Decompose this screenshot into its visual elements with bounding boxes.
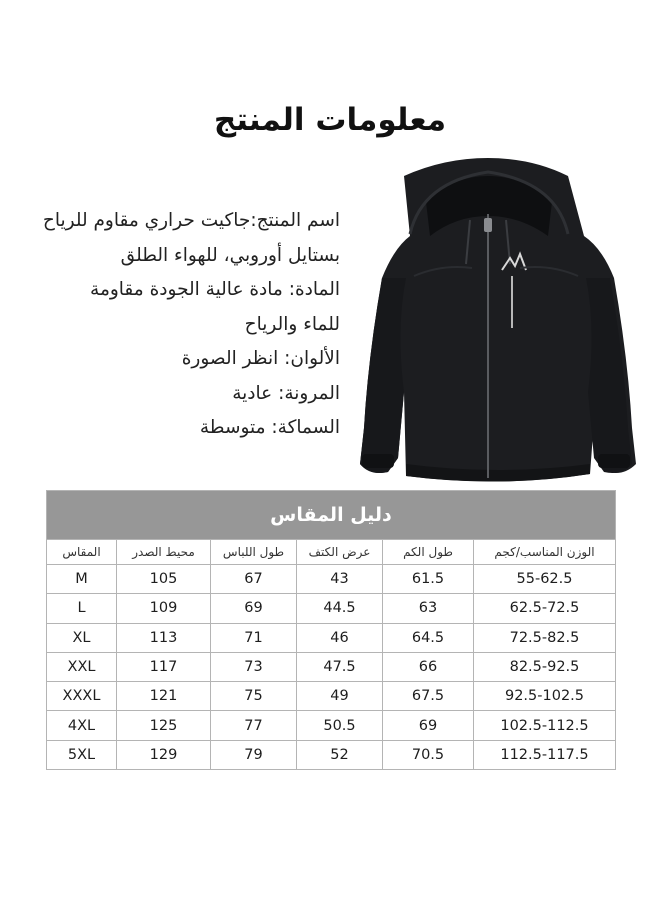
table-cell: 69 [382, 711, 473, 739]
size-chart [46, 490, 616, 770]
info-line: اسم المنتج:جاكيت حراري مقاوم للرياح [42, 210, 340, 231]
table-cell: 102.5-112.5 [473, 711, 615, 739]
table-cell: 79 [210, 741, 296, 769]
table-cell: 129 [116, 741, 210, 769]
table-cell: 112.5-117.5 [473, 741, 615, 769]
table-cell: 71 [210, 624, 296, 652]
table-cell: 4XL [67, 717, 96, 734]
table-cell: 105 [116, 565, 210, 593]
table-cell: 66 [382, 653, 473, 681]
table-cell: L [77, 600, 86, 617]
table-cell: 125 [116, 711, 210, 739]
table-cell: 46 [296, 624, 382, 652]
table-cell: 67.5 [382, 682, 473, 710]
jacket-image [352, 158, 640, 484]
table-cell: 47.5 [296, 653, 382, 681]
table-cell: 61.5 [382, 565, 473, 593]
table-cell: 77 [210, 711, 296, 739]
table-cell: 73 [210, 653, 296, 681]
table-cell: 92.5-102.5 [473, 682, 615, 710]
page-title: معلومات المنتج [213, 102, 447, 138]
table-row [47, 653, 615, 682]
table-cell: 67 [210, 565, 296, 593]
table-cell: 64.5 [382, 624, 473, 652]
table-cell: 55-62.5 [473, 565, 615, 593]
table-cell: 117 [116, 653, 210, 681]
table-row [47, 711, 615, 740]
header-cell: المقاس [62, 545, 101, 559]
info-line: للماء والرياح [244, 313, 340, 335]
table-cell: 5XL [67, 746, 96, 763]
table-row [47, 565, 615, 594]
table-cell: 49 [296, 682, 382, 710]
product-info [16, 204, 340, 446]
table-cell: M [75, 571, 88, 588]
table-cell: 70.5 [382, 741, 473, 769]
table-row [47, 741, 615, 769]
table-cell: 82.5-92.5 [473, 653, 615, 681]
info-line: الألوان: انظر الصورة [181, 348, 340, 369]
info-line: السماكة: متوسطة [199, 417, 340, 438]
header-cell: طول اللباس [210, 540, 296, 564]
header-row [47, 540, 615, 565]
header-cell: عرض الكتف [296, 540, 382, 564]
table-cell: 62.5-72.5 [473, 594, 615, 622]
table-cell: 72.5-82.5 [473, 624, 615, 652]
table-cell: 50.5 [296, 711, 382, 739]
table-cell: 113 [116, 624, 210, 652]
table-cell: 52 [296, 741, 382, 769]
table-cell: XXL [67, 659, 96, 676]
table-row [47, 682, 615, 711]
table-cell: 43 [296, 565, 382, 593]
table-cell: 44.5 [296, 594, 382, 622]
size-chart-title: دليل المقاس [47, 491, 615, 540]
table-cell: 63 [382, 594, 473, 622]
info-line: المرونة: عادية [232, 382, 340, 404]
table-row [47, 594, 615, 623]
table-cell: XL [72, 629, 91, 646]
table-cell: 69 [210, 594, 296, 622]
header-cell: محيط الصدر [116, 540, 210, 564]
table-cell: XXXL [62, 688, 101, 705]
table-cell: 121 [116, 682, 210, 710]
table-cell: 109 [116, 594, 210, 622]
info-line: بستايل أوروبي، للهواء الطلق [120, 244, 340, 266]
header-cell: طول الكم [382, 540, 473, 564]
table-row [47, 624, 615, 653]
table-cell: 75 [210, 682, 296, 710]
header-cell: الوزن المناسب/كجم [473, 540, 615, 564]
info-line: المادة: مادة عالية الجودة مقاومة [90, 279, 340, 300]
